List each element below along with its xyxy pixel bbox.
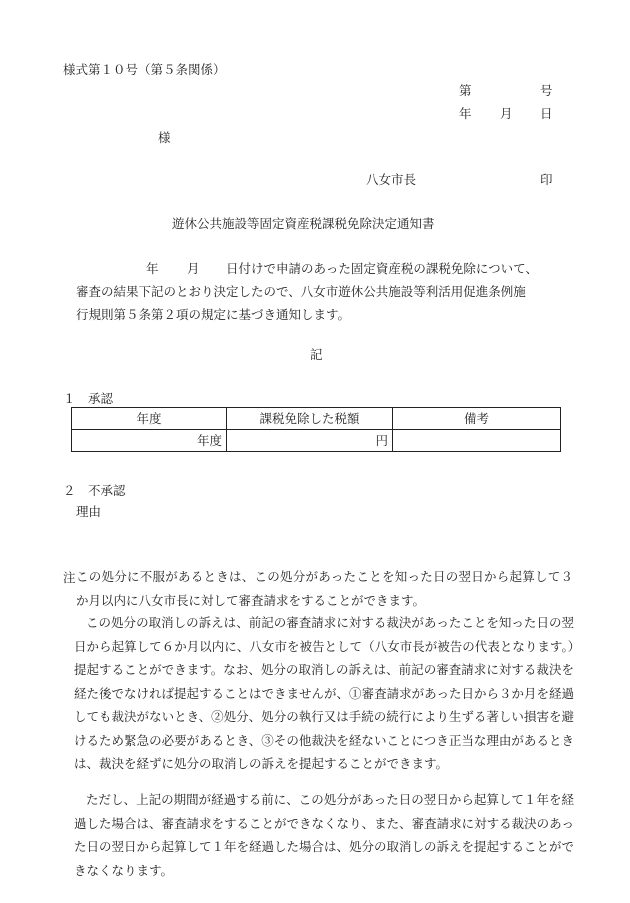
section1-heading: １ 承認: [63, 391, 114, 406]
doc-number-prefix: 第: [459, 83, 472, 98]
addressee-suffix: 様: [158, 130, 171, 145]
intro-text-line2: 審査の結果下記のとおり決定したので、八女市遊休公共施設等利活用促進条例施: [76, 284, 526, 299]
notes-paragraph-1: この処分に不服があるときは、この処分があったことを知った日の翌日から起算して３か月以内に八女市長に対して審査請求をすることができます。: [76, 569, 573, 608]
intro-month: 月: [187, 261, 200, 276]
date-month: 月: [500, 106, 513, 121]
table-header-cell: 課税免除した税額: [227, 408, 393, 430]
table-cell-amount: 円: [227, 430, 393, 452]
table-cell-year: 年度: [72, 430, 227, 452]
intro-text-line1: 日付けで申請のあった固定資産税の課税免除について、: [226, 261, 538, 276]
table-row: [72, 430, 561, 452]
document-title: 遊休公共施設等固定資産税課税免除決定通知書: [172, 216, 435, 231]
doc-number-suffix: 号: [540, 83, 553, 98]
date-day: 日: [540, 106, 553, 121]
table-header-row: [72, 408, 561, 430]
exemption-table: [71, 407, 561, 452]
intro-text-line3: 行規則第５条第２項の規定に基づき通知します。: [76, 307, 351, 322]
date-year: 年: [459, 106, 472, 121]
notes-label: 注: [63, 570, 76, 585]
issuer-seal: 印: [540, 172, 553, 187]
table-header-cell: 備考: [393, 408, 561, 430]
table-cell-note: [393, 430, 561, 452]
intro-year: 年: [146, 261, 159, 276]
reason-label: 理由: [76, 504, 102, 519]
section2-heading: ２ 不承認: [63, 483, 126, 498]
table-header-cell: 年度: [72, 408, 227, 430]
notes-paragraph-3: ただし、上記の期間が経過する前に、この処分があった日の翌日から起算して１年を経過した場合は、審査請求をすることができなくなり、また、審査請求に対する裁決のあった日の翌日から起算して１年を経過した場合は、処分の取消しの訴えを提起することができなくなります。: [74, 792, 575, 878]
issuer-name: 八女市長: [366, 172, 417, 187]
form-label: 様式第１０号（第５条関係）: [63, 62, 226, 77]
notes-paragraph-2: この処分の取消しの訴えは、前記の審査請求に対する裁決があったことを知った日の翌日から起算して６か月以内に、八女市を被告として（八女市長が被告の代表となります。）提起することができます。なお、処分の取消しの訴えは、前記の審査請求に対する裁決を経た後でなければ提起することはできませんが、①審査請求があった日から３か月を経過しても裁決がないとき、②処分、処分の執行又は手続の続行により生ずる著しい損害を避けるため緊急の必要があるとき、③その他裁決を経ないことにつき正当な理由があるときは、裁決を経ずに処分の取消しの訴えを提起することができます。: [74, 615, 574, 771]
ki-heading: 記: [310, 347, 323, 362]
